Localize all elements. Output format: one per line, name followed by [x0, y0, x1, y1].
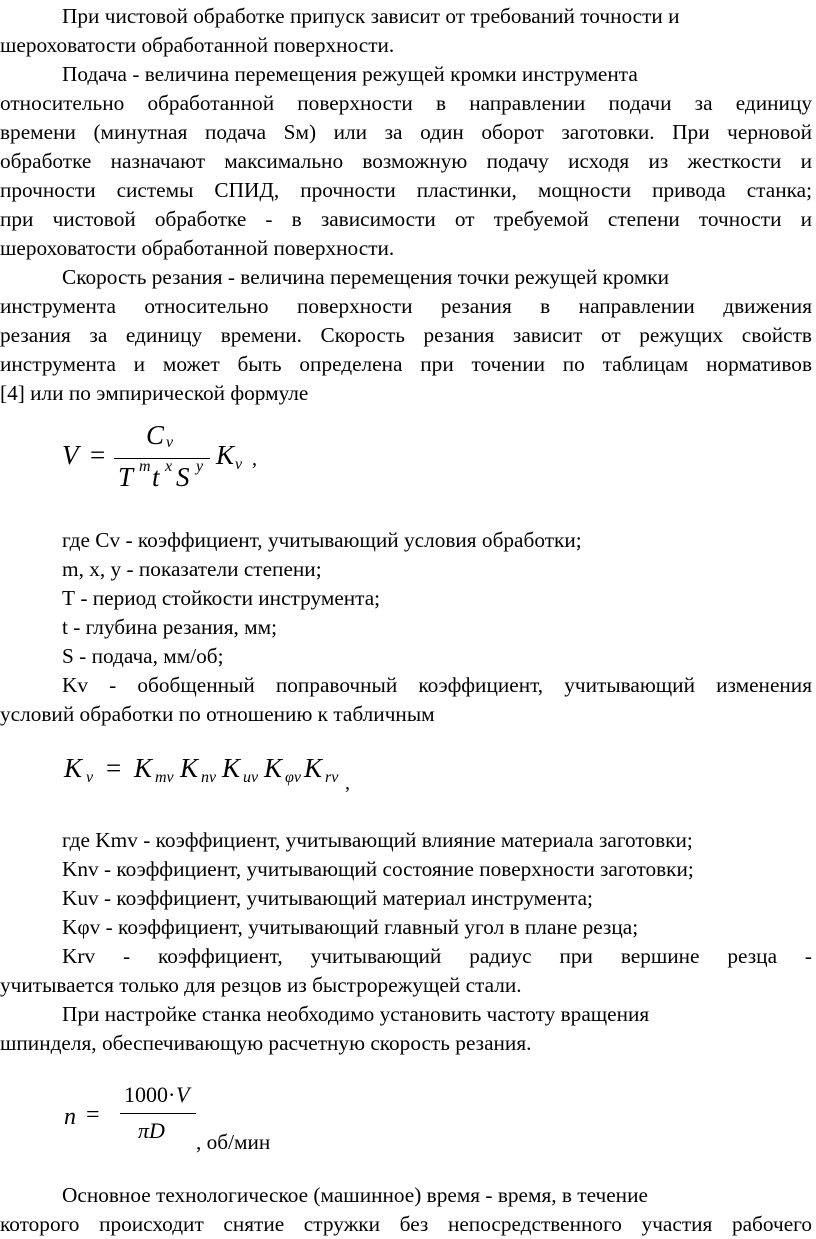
- formula-subscript: nv: [201, 769, 217, 786]
- formula-equals: =: [86, 1102, 100, 1128]
- formula-symbol: K: [222, 753, 241, 783]
- formula-equals: =: [106, 753, 122, 783]
- text-line: Т - период стойкости инструмента;: [62, 586, 381, 610]
- formula-comma: ,: [252, 448, 257, 470]
- text-line: которого происходит снятие стружки без непосредственного участия рабочего: [0, 1212, 812, 1236]
- text-line: времени (минутная подача Sм) или за один оборот заготовки. При черновой: [0, 120, 812, 144]
- formula-superscript: m: [139, 458, 151, 475]
- text-line: Скорость резания - величина перемещения точки режущей кромки: [62, 265, 670, 289]
- text-line: При чистовой обработке припуск зависит от требований точности и: [62, 4, 680, 28]
- text-line: [4] или по эмпирической формуле: [0, 381, 309, 405]
- formula-symbol: πD: [138, 1118, 165, 1143]
- formula-symbol: V: [62, 440, 79, 470]
- formula-symbol: K: [264, 753, 283, 783]
- text-line: Подача - величина перемещения режущей кромки инструмента: [62, 62, 638, 86]
- text-line: учитывается только для резцов из быстрорежущей стали.: [0, 973, 522, 997]
- formula-superscript: x: [165, 458, 173, 475]
- formula-comma: ,: [345, 772, 350, 794]
- formula-symbol: T: [118, 462, 134, 492]
- text-line: условий обработки по отношению к табличным: [0, 702, 435, 726]
- fraction-bar: [120, 1113, 196, 1114]
- text-line: Kφv - коэффициент, учитывающий главный угол в плане резца;: [62, 915, 639, 939]
- text-line: обработке назначают максимально возможную подачу исходя из жесткости и: [0, 149, 812, 173]
- text-line: Kv - обобщенный поправочный коэффициент, учитывающий изменения: [62, 673, 812, 697]
- text-line: шероховатости обработанной поверхности.: [0, 236, 395, 260]
- formula-symbol: t: [152, 462, 160, 492]
- formula-symbol: K: [180, 753, 199, 783]
- text-line: Knv - коэффициент, учитывающий состояние поверхности заготовки;: [62, 857, 694, 881]
- text-line: прочности системы СПИД, прочности пластинки, мощности привода станка;: [0, 178, 812, 202]
- formula-subscript: rv: [325, 769, 339, 786]
- text-line: инструмента и может быть определена при точении по таблицам нормативов: [0, 352, 812, 376]
- formula-equals: =: [90, 440, 106, 470]
- formula-symbol: K: [304, 753, 323, 783]
- formula-subscript: uv: [243, 769, 259, 786]
- formula-symbol: S: [176, 462, 190, 492]
- text-line: При настройке станка необходимо установить частоту вращения: [62, 1002, 650, 1026]
- formula-subscript: mv: [155, 769, 174, 786]
- formula-number: 1000: [124, 1082, 168, 1107]
- formula-subscript: v: [235, 456, 243, 473]
- formula-subscript: v: [166, 434, 174, 451]
- text-line: Основное технологическое (машинное) время - время, в течение: [62, 1183, 648, 1207]
- text-line: где Kmv - коэффициент, учитывающий влияние материала заготовки;: [62, 828, 693, 852]
- text-line: инструмента относительно поверхности резания в направлении движения: [0, 294, 812, 318]
- formula-symbol: C: [146, 420, 165, 450]
- formula-symbol: V: [176, 1082, 190, 1107]
- formula-superscript: y: [196, 458, 204, 475]
- formula-symbol: K: [216, 440, 235, 470]
- text-line: при чистовой обработке - в зависимости от требуемой степени точности и: [0, 207, 812, 231]
- text-line: шероховатости обработанной поверхности.: [0, 33, 395, 57]
- formula-symbol: n: [64, 1104, 76, 1130]
- formula-unit: , об/мин: [196, 1130, 271, 1154]
- formula-subscript: φv: [285, 769, 301, 786]
- text-line: резания за единицу времени. Скорость резания зависит от режущих свойств: [0, 323, 812, 347]
- text-line: Kuv - коэффициент, учитывающий материал инструмента;: [62, 886, 593, 910]
- text-line: t - глубина резания, мм;: [62, 615, 278, 639]
- formula-symbol: K: [134, 753, 153, 783]
- text-line: Krv - коэффициент, учитывающий радиус при вершине резца -: [62, 944, 812, 968]
- text-line: S - подача, мм/об;: [62, 644, 224, 668]
- text-line: где Cv - коэффициент, учитывающий условия обработки;: [62, 528, 582, 552]
- formula-subscript: v: [86, 769, 94, 786]
- text-line: шпинделя, обеспечивающую расчетную скорость резания.: [0, 1031, 532, 1055]
- text-line: относительно обработанной поверхности в направлении подачи за единицу: [0, 91, 812, 115]
- formula-operator: ·: [168, 1082, 176, 1107]
- text-line: m, x, y - показатели степени;: [62, 557, 322, 581]
- formula-symbol: K: [64, 753, 83, 783]
